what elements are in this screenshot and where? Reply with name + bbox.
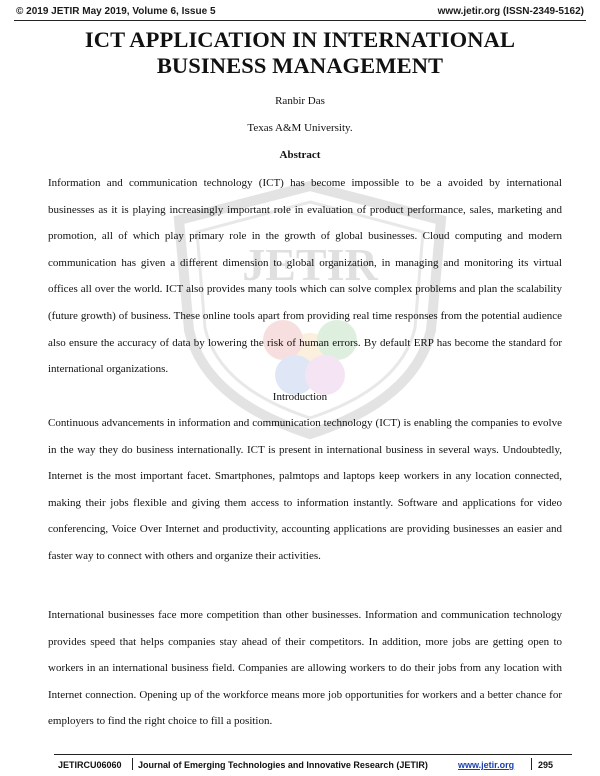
footer-paper-id: JETIRCU06060 (58, 760, 122, 770)
intro-paragraph-1: Continuous advancements in information and communication technology (ICT) is enabling the companies to evolve in the way they do business internationally. ICT is present in international business in several ways. Undoubtedly, Internet is the most important facet. Smartphones, palmtops and laptops keep workers in any location connected, making their jobs flexible and giving them access to information instantly. Software and applications for video conferencing, Voice Over Internet and productivity, accounting applications are providing businesses an easier and faster way to connect with others and organize their activities. (48, 417, 562, 562)
footer-separator (531, 758, 532, 770)
intro-paragraph-2: International businesses face more competition than other businesses. Information and communication technology provides speed that helps companies stay ahead of their competitors. In addition, more jobs are getting open to workers in an international business field. Companies are allowing workers to do their jobs from any location with Internet connection. Opening up of the workforce means more job opportunities for workers and a better chance for employers to find the right choice to fill a position. (48, 609, 562, 728)
header-website[interactable]: www.jetir.org (ISSN-2349-5162) (437, 6, 584, 17)
abstract-text: Information and communication technology (ICT) has become impossible to be a avoided by international businesses as it is playing increasingly important role in evaluation of product performance, sales, marketing and promotion, all of which play primary role in the growth of global businesses. Cloud computing and modern communication has given a different dimension to global organization, in managing and monitoring its virtual offices all over the world. ICT also provides many tools which can solve complex problems and plan the scalability (future growth) of business. These online tools apart from providing real time responses from the potential audience also ensure the accuracy of data by lowering the risk of human errors. By default ERP has become the standard for international organizations. (48, 177, 562, 376)
page-header (16, 6, 584, 20)
header-citation: © 2019 JETIR May 2019, Volume 6, Issue 5 (16, 6, 216, 17)
footer-page-number: 295 (538, 760, 554, 770)
abstract-heading: Abstract (279, 149, 321, 161)
title-line-1: ICT APPLICATION IN INTERNATIONAL (84, 27, 516, 52)
footer-journal-name: Journal of Emerging Technologies and Innovative Research (JETIR) (138, 760, 428, 770)
introduction-heading: Introduction (272, 391, 328, 403)
author-affiliation: Texas A&M University. (247, 122, 353, 134)
watermark-text: JETIR (242, 239, 378, 290)
footer-separator (132, 758, 133, 770)
header-divider (14, 20, 586, 21)
author-name: Ranbir Das (275, 95, 325, 107)
title-line-2: BUSINESS MANAGEMENT (156, 53, 444, 78)
paper-title (40, 27, 560, 79)
footer-journal-link[interactable]: www.jetir.org (458, 760, 515, 770)
page-footer (58, 758, 570, 772)
footer-divider (54, 754, 572, 755)
